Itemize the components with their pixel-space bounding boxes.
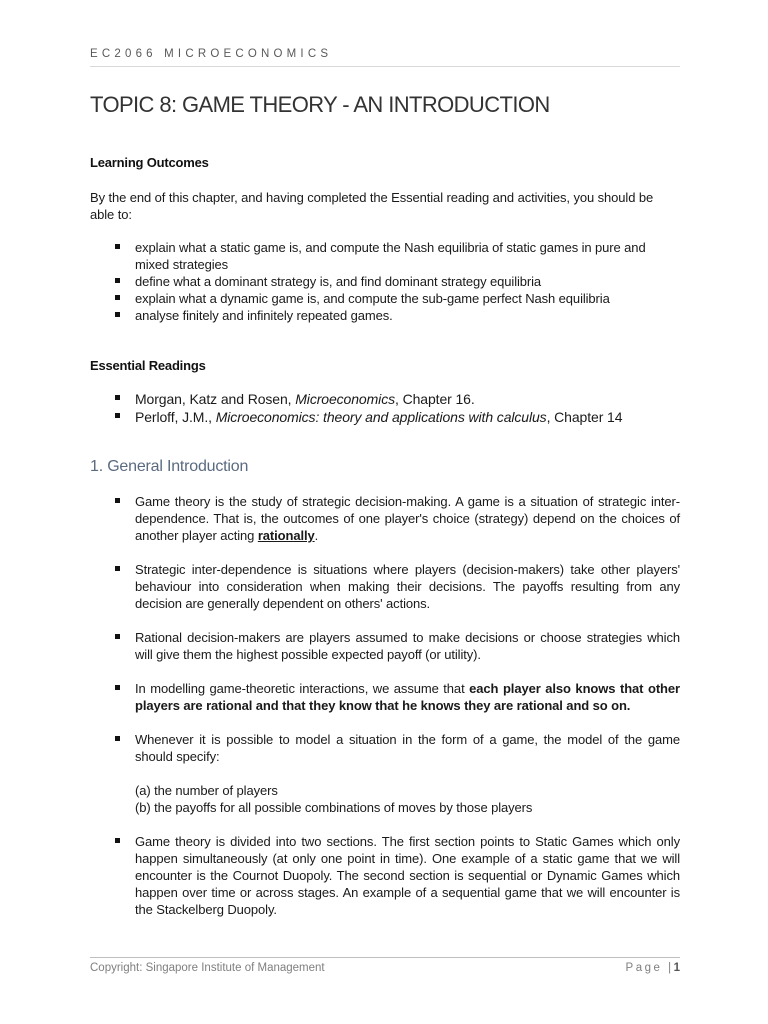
list-item: Rational decision-makers are players assumed to make decisions or choose strategies which will give them the highest possible expected payoff (or utility). [90,629,680,663]
bullet-icon [115,736,120,741]
emphasis-rationality-knowledge: each player also knows that other players are rational and that they know that he knows they are rational and so on. [135,681,680,713]
learning-outcomes-heading: Learning Outcomes [90,155,209,170]
bullet-icon [115,838,120,843]
section-heading: 1. General Introduction [90,458,249,475]
emphasis-rationally: rationally [257,528,315,543]
general-introduction-list [90,493,680,918]
sub-item-a: (a) the number of players [135,783,278,798]
list-item: Game theory is the study of strategic decision-making. A game is a situation of strategic inter-dependence. That is, the outcomes of one player's choice (strategy) depend on the choices of another player acting rationally. [90,493,680,544]
bullet-icon [115,566,120,571]
learning-outcomes-intro: By the end of this chapter, and having completed the Essential reading and activities, you should be able to: [90,190,654,222]
bullet-icon [115,395,120,400]
bullet-icon [115,413,120,418]
list-item: explain what a dynamic game is, and compute the sub-game perfect Nash equilibria [90,290,680,307]
list-item: analyse finitely and infinitely repeated games. [90,307,680,324]
page-title: TOPIC 8: GAME THEORY - AN INTRODUCTION [90,92,550,117]
list-item: define what a dominant strategy is, and find dominant strategy equilibria [90,273,680,290]
footer-page-number: Page |1 [625,962,680,974]
list-item: explain what a static game is, and compute the Nash equilibria of static games in pure and mixed strategies [90,239,680,273]
list-item: Perloff, J.M., Microeconomics: theory and applications with calculus, Chapter 14 [90,408,680,426]
footer-divider [90,957,680,958]
bullet-icon [115,278,120,283]
course-header: EC2066 MICROECONOMICS [90,48,333,60]
bullet-icon [115,685,120,690]
essential-readings-list [90,390,680,426]
sub-item-b: (b) the payoffs for all possible combinations of moves by those players [135,800,533,815]
list-item: Morgan, Katz and Rosen, Microeconomics, Chapter 16. [90,390,680,408]
list-item: Game theory is divided into two sections. The first section points to Static Games which only happen simultaneously (at only one point in time). One example of a static game that we will encounter is the Cournot Duopoly. The second section is sequential or Dynamic Games which happen over time or across stages. An example of a sequential game that we will encounter is the Stackelberg Duopoly. [90,833,680,918]
essential-readings-heading: Essential Readings [90,358,206,373]
header-divider [90,66,680,67]
bullet-icon [115,634,120,639]
bullet-icon [115,312,120,317]
bullet-icon [115,498,120,503]
bullet-icon [115,295,120,300]
list-item: Whenever it is possible to model a situation in the form of a game, the model of the game should specify: (a) the number of players (b) the payoffs for all possible combinations of moves by those players [90,731,680,816]
list-item: In modelling game-theoretic interactions, we assume that each player also knows that other players are rational and that they know that he knows they are rational and so on. [90,680,680,714]
learning-outcomes-list [90,239,680,324]
bullet-icon [115,244,120,249]
list-item: Strategic inter-dependence is situations where players (decision-makers) take other players' behaviour into consideration when making their decisions. The payoffs resulting from any decision are generally dependent on others' actions. [90,561,680,612]
footer-copyright: Copyright: Singapore Institute of Management [90,962,325,974]
